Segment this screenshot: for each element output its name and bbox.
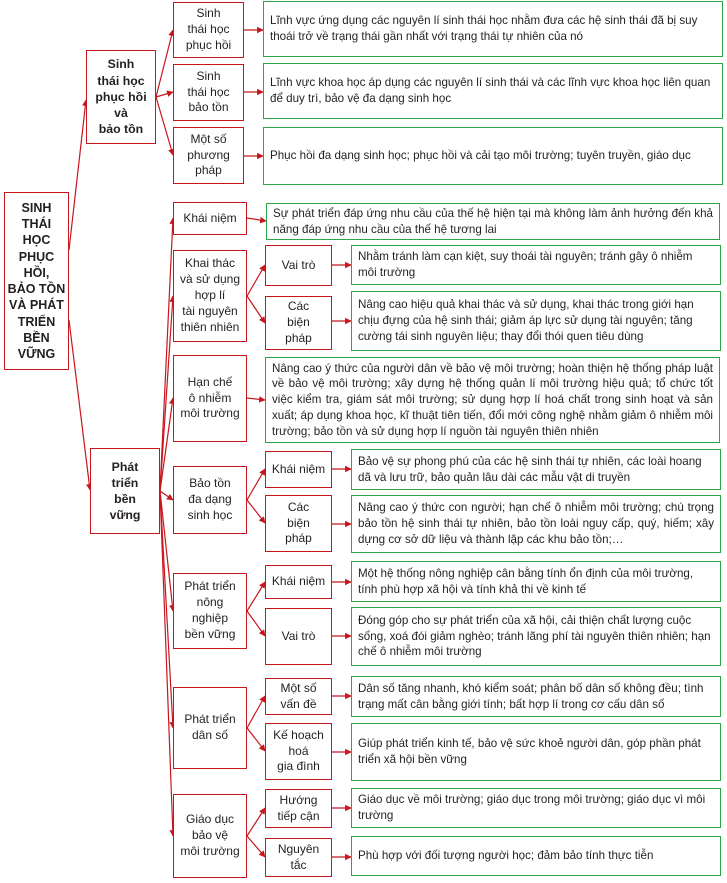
text-content: Sự phát triển đáp ứng nhu cầu của thế hệ hiện tại mà không làm ảnh hưởng đến khả năng đáp ứng nhu cầu của thế hệ tương lai	[273, 206, 713, 236]
node-environment-education	[173, 794, 247, 878]
node-label: Giáo dục bảo vệ môi trường	[180, 812, 240, 858]
text-resource-role	[351, 245, 721, 285]
node-label: Vai trò	[281, 628, 316, 643]
node-label: Khái niệm	[271, 461, 326, 476]
text-agriculture-role	[351, 607, 721, 666]
text-content: Giáo dục về môi trường; giáo dục trong môi trường; giáo dục vì môi trường	[358, 793, 706, 822]
node-population	[173, 687, 247, 769]
connector-line	[247, 696, 265, 728]
node-agriculture-concept	[265, 565, 332, 599]
connector-line	[247, 728, 265, 751]
node-biodiversity-concept	[265, 451, 332, 488]
text-family-planning	[351, 723, 721, 781]
text-content: Phục hồi đa dạng sinh học; phục hồi và cải tạo môi trường; tuyên truyền, giáo dục	[270, 149, 691, 163]
node-biodiversity	[173, 466, 247, 534]
text-conservation-ecology	[263, 63, 723, 119]
root-node	[4, 192, 69, 370]
node-label: Hướng tiếp cận	[277, 792, 320, 823]
node-label: Sinh thái học phục hồi	[185, 6, 232, 52]
connector-line	[160, 491, 173, 728]
node-label: Hạn chế ô nhiễm môi trường	[180, 374, 240, 421]
connector-line	[247, 582, 265, 611]
connector-line	[247, 469, 265, 500]
node-restoration-ecology	[173, 2, 244, 58]
connector-line	[69, 320, 90, 490]
node-biodiversity-measures	[265, 495, 332, 552]
node-label: Một số vấn đề	[280, 680, 317, 711]
connector-line	[247, 218, 266, 221]
node-resource-use	[173, 250, 247, 342]
connector-line	[247, 265, 265, 296]
text-content: Nâng cao ý thức của người dân về bảo vệ môi trường; hoàn thiện hệ thống pháp luật về bảo vệ môi trường; xây dựng hệ thống quản lí môi trường hiệu quả; tổ chức tốt việc kiểm tra, giám sát môi trường; sử dụng hợp lí hoá chất trong sinh hoạt và sản xuất; áp dụng khoa học, kĩ thuật tiên tiến, đổi mới công nghệ nhằm giảm ô nhiễm môi trường; bảo tồn và sử dụng hợp lí nguồn tài nguyên thiên nhiên	[272, 361, 713, 438]
text-pollution-limit	[265, 357, 720, 443]
node-methods	[173, 127, 244, 184]
text-content: Nhằm tránh làm cạn kiệt, suy thoái tài nguyên; tránh gây ô nhiễm môi trường	[358, 250, 693, 279]
text-content: Phù hợp với đối tượng người học; đảm bảo tính thực tiễn	[358, 849, 654, 863]
connector-line	[160, 491, 173, 836]
connector-line	[69, 100, 86, 250]
node-pollution-limit	[173, 355, 247, 442]
text-sd-concept	[266, 203, 720, 240]
node-label: Nguyên tắc	[277, 841, 320, 872]
text-content: Một hệ thống nông nghiệp cân bằng tính ổn định của môi trường, tính phù hợp xã hội và tính khả thi về kinh tế	[358, 566, 694, 596]
connector-line	[160, 491, 173, 500]
text-content: Bảo vệ sự phong phú của các hệ sinh thái tự nhiên, các loài hoang dã và lưu trữ, bảo quản lâu dài các mẫu vật di truyền	[358, 454, 702, 484]
connector-line	[156, 30, 173, 97]
node-family-planning	[265, 723, 332, 780]
node-label: Phát triển dân số	[184, 712, 236, 742]
root-label: SINH THÁI HỌC PHỤC HỒI, BẢO TỒN VÀ PHÁT TRIỂN BỀN VỮNG	[7, 200, 66, 361]
node-education-approach	[265, 789, 332, 828]
connector-line	[247, 398, 265, 400]
branch-restoration-conservation-label: Sinh thái học phục hồi và bảo tồn	[95, 57, 147, 137]
branch-sustainable-development	[90, 448, 160, 534]
branch-restoration-conservation	[86, 50, 156, 144]
node-label: Các biện pháp	[285, 299, 312, 345]
text-population-issues	[351, 676, 721, 717]
text-resource-measures	[351, 291, 721, 351]
text-content: Dân số tăng nhanh, khó kiểm soát; phân bố dân số không đều; tình trạng mất cân bằng giới tính; bất hợp lí trong cơ cấu dân số	[358, 681, 704, 711]
text-agriculture-concept	[351, 561, 721, 602]
node-sd-concept	[173, 202, 247, 235]
connector-line	[247, 296, 265, 323]
text-content: Giúp phát triển kinh tế, bảo vệ sức khoẻ người dân, góp phần phát triển xã hội bền vững	[358, 737, 701, 766]
node-label: Khái niệm	[183, 210, 237, 225]
text-methods	[263, 127, 723, 185]
connector-line	[160, 296, 173, 491]
node-resource-measures	[265, 296, 332, 350]
node-agriculture-role	[265, 608, 332, 665]
connector-line	[156, 92, 173, 97]
node-label: Phát triển nông nghiệp bền vững	[184, 579, 236, 641]
text-content: Đóng góp cho sự phát triển của xã hội, cải thiện chất lượng cuộc sống, xoá đói giảm nghèo; tránh lãng phí tài nguyên thiên nhiên; hạn chế ô nhiễm môi trường	[358, 613, 711, 659]
node-conservation-ecology	[173, 64, 244, 121]
node-label: Sinh thái học bảo tồn	[187, 68, 230, 115]
node-label: Một số phương pháp	[187, 131, 230, 178]
text-biodiversity-measures	[351, 495, 721, 553]
node-education-principles	[265, 838, 332, 877]
text-restoration-ecology	[263, 1, 723, 57]
node-population-issues	[265, 678, 332, 715]
node-label: Khái niệm	[271, 574, 326, 589]
node-label: Các biện pháp	[285, 499, 312, 546]
text-content: Nâng cao hiệu quả khai thác và sử dụng, khai thác trong giới hạn chịu đựng của hệ sinh thái; giảm áp lực sử dụng tài nguyên; tăng cường tái sinh nguyên liệu; thay đổi thói quen tiêu dùng	[358, 298, 694, 343]
text-education-approach	[351, 788, 721, 828]
node-sustainable-agriculture	[173, 573, 247, 649]
node-label: Khai thác và sử dụng hợp lí tài nguyên thiên nhiên	[179, 256, 241, 334]
text-biodiversity-concept	[351, 449, 721, 490]
node-resource-role	[265, 245, 332, 286]
connector-line	[247, 500, 265, 523]
connector-line	[247, 836, 265, 857]
branch-sustainable-development-label: Phát triển bền vững	[109, 459, 141, 523]
text-content: Lĩnh vực khoa học áp dụng các nguyên lí sinh thái và các lĩnh vực khoa học liên quan để duy trì, bảo vệ đa dạng sinh học	[270, 76, 711, 105]
text-content: Lĩnh vực ứng dụng các nguyên lí sinh thái học nhằm đưa các hệ sinh thái đã bị suy thoái trở về trạng thái gần nhất với trạng thái tự nhiên của nó	[270, 14, 698, 43]
connector-line	[156, 97, 173, 155]
text-content: Nâng cao ý thức con người; hạn chế ô nhiễm môi trường; chú trọng bảo tồn hệ sinh thái tự nhiên, bảo tồn loài nguy cấp, quý, hiếm; xây dựng cơ sở dữ liệu và thành lập các khu bảo tồn;…	[358, 501, 714, 546]
node-label: Bảo tồn đa dạng sinh học	[187, 476, 233, 522]
node-label: Vai trò	[281, 257, 316, 272]
text-education-principles	[351, 836, 721, 876]
node-label: Kế hoạch hoá gia đình	[273, 727, 324, 774]
connector-line	[247, 611, 265, 636]
connector-line	[247, 808, 265, 836]
connector-line	[160, 218, 173, 491]
